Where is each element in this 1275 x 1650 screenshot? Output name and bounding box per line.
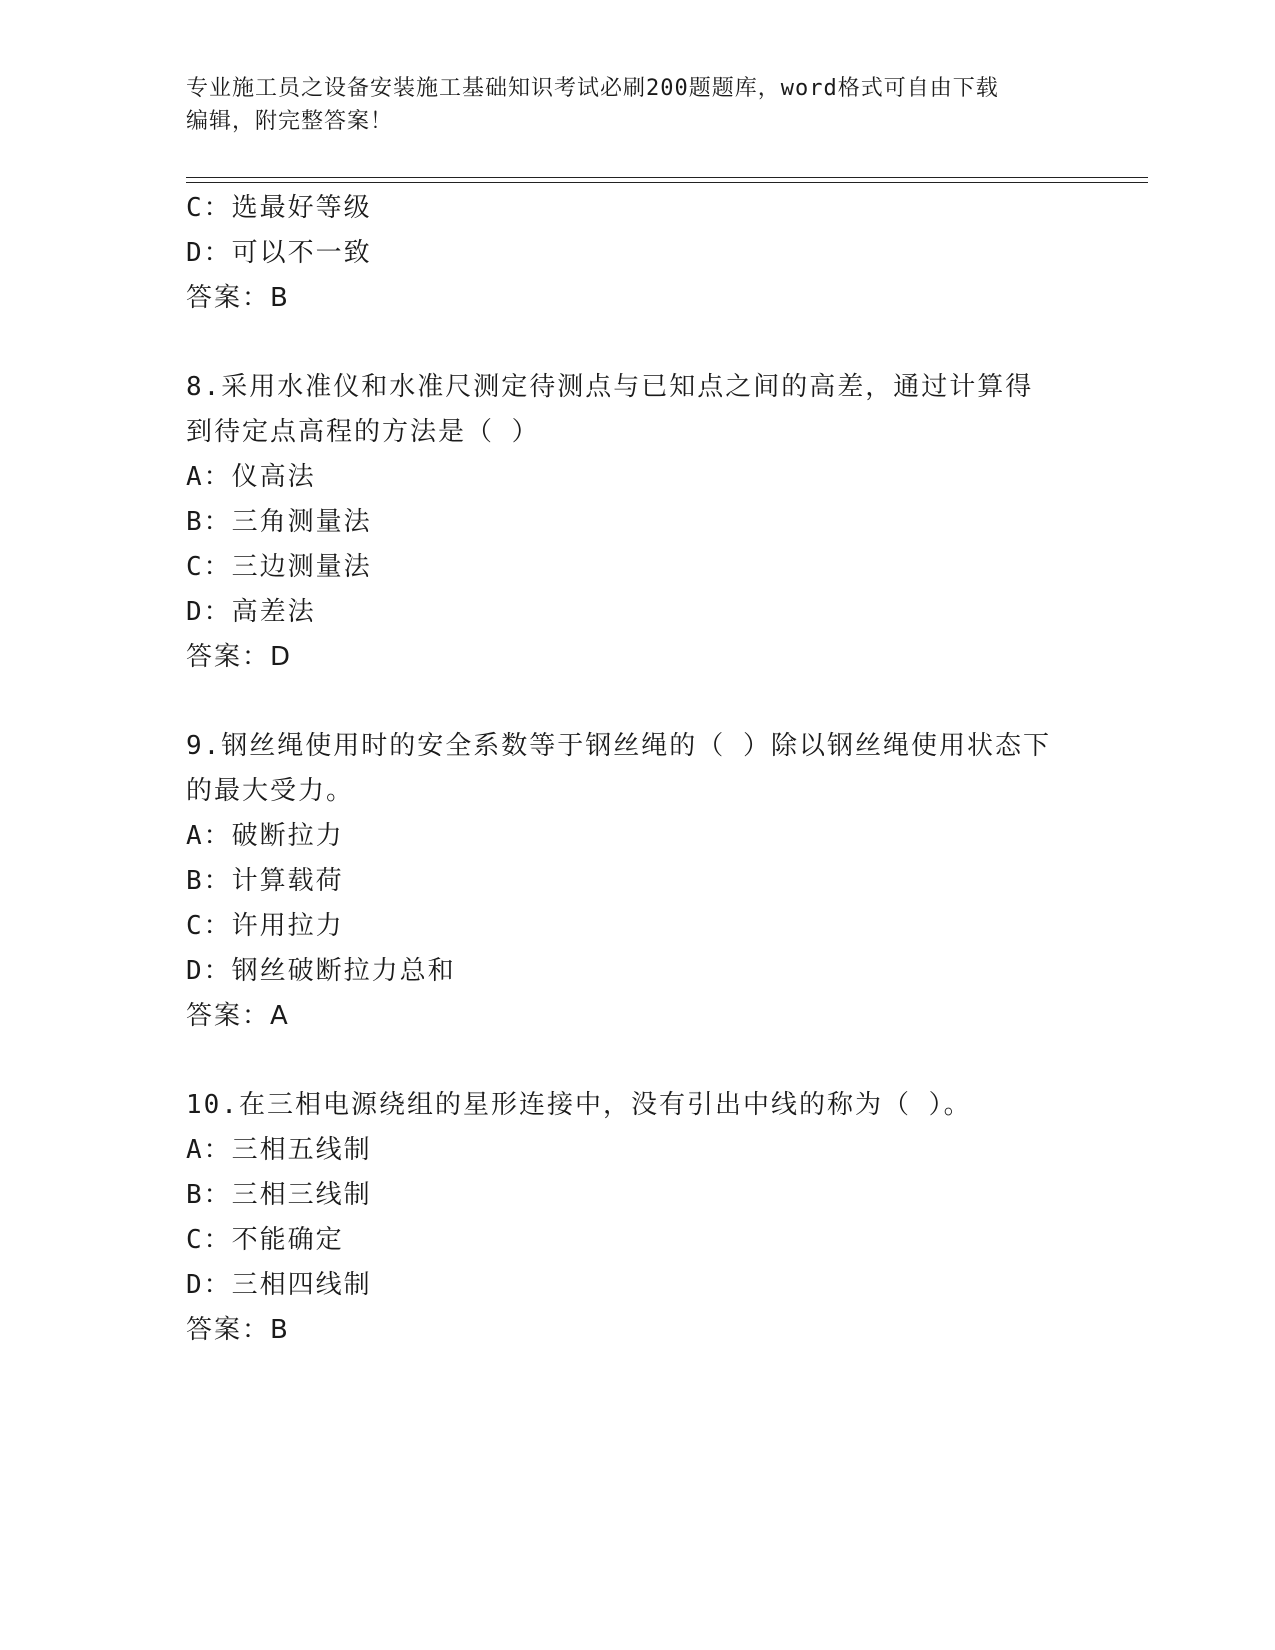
question-list bbox=[186, 186, 1086, 1353]
option-b: B：三角测量法 bbox=[186, 507, 372, 537]
option-d: D：可以不一致 bbox=[186, 238, 372, 268]
option-b: B：三相三线制 bbox=[186, 1180, 372, 1210]
option-a: A：三相五线制 bbox=[186, 1135, 372, 1165]
question-stem-line-2: 的最大受力。 bbox=[186, 776, 355, 806]
answer: 答案：A bbox=[186, 1001, 290, 1031]
header-divider-bottom bbox=[186, 182, 1148, 183]
question-8 bbox=[186, 365, 1086, 680]
question-stem-line-1: 10.在三相电源绕组的星形连接中，没有引出中线的称为（ ）。 bbox=[186, 1090, 972, 1120]
document-header bbox=[186, 72, 1066, 138]
option-d: D：高差法 bbox=[186, 597, 316, 627]
option-c: C：选最好等级 bbox=[186, 193, 372, 223]
header-divider-top bbox=[186, 177, 1148, 178]
question-stem-line-1: 9.钢丝绳使用时的安全系数等于钢丝绳的（ ）除以钢丝绳使用状态下 bbox=[186, 731, 1051, 761]
option-d: D：钢丝破断拉力总和 bbox=[186, 956, 456, 986]
question-9 bbox=[186, 724, 1086, 1039]
option-c: C：三边测量法 bbox=[186, 552, 372, 582]
option-b: B：计算载荷 bbox=[186, 866, 344, 896]
option-a: A：仪高法 bbox=[186, 462, 316, 492]
question-10 bbox=[186, 1083, 1086, 1353]
answer: 答案：B bbox=[186, 1315, 290, 1345]
option-c: C：许用拉力 bbox=[186, 911, 344, 941]
question-stem-line-2: 到待定点高程的方法是（ ） bbox=[186, 417, 540, 447]
question-stem-line-1: 8.采用水准仪和水准尺测定待测点与已知点之间的高差，通过计算得 bbox=[186, 372, 1034, 402]
answer: 答案：D bbox=[186, 642, 293, 672]
option-d: D：三相四线制 bbox=[186, 1270, 372, 1300]
answer: 答案：B bbox=[186, 283, 290, 313]
header-title-line-1: 专业施工员之设备安装施工基础知识考试必刷200题题库，word格式可自由下载 bbox=[186, 76, 999, 101]
option-c: C：不能确定 bbox=[186, 1225, 344, 1255]
header-title-line-2: 编辑，附完整答案！ bbox=[186, 109, 394, 134]
question-7 bbox=[186, 186, 1086, 321]
option-a: A：破断拉力 bbox=[186, 821, 344, 851]
